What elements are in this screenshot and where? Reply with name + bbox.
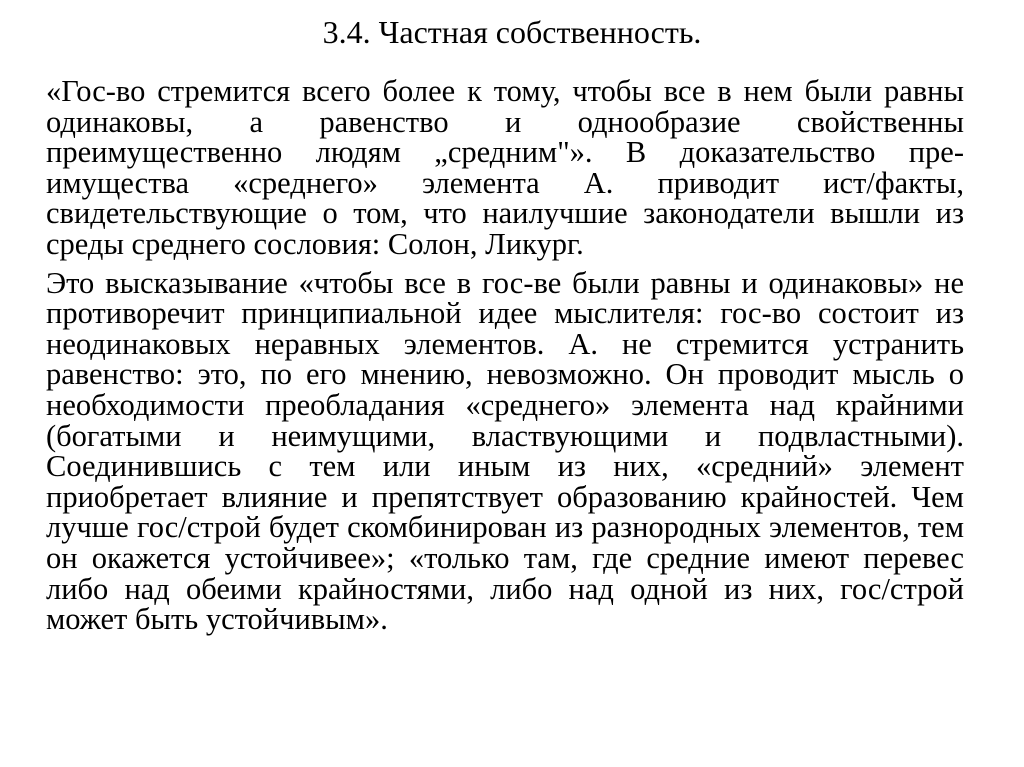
slide-title: 3.4. Частная собственность.	[322, 14, 702, 50]
slide-body	[46, 76, 964, 643]
paragraph-middle-element: Это высказывание «чтобы все в гос-ве были равны и одинаковы» не противоречит принципиальной идее мыслителя: гос-во состоит из неодинаковых неравных элементов. А. не стремится устранить равенство: это, по его мнению, невозможно. Он проводит мысль о необходимости преобладания «среднего» элемента над крайними (богатыми и неимущими, властвующими и подвластными). Соединившись с тем или иным из них, «средний» элемент приобретает влияние и препятствует образованию крайностей. Чем лучше гос/строй будет скомбинирован из разнородных элементов, тем он окажется устойчивее»; «только там, где средние имеют перевес либо над обеими крайностями, либо над одной из них, гос/строй может быть устойчивым».	[46, 265, 964, 637]
paragraph-aristotle-quote: «Гос-во стремится всего более к тому, чтобы все в нем были равны одинаковы, а равенство и однообразие свойственны преимущественно людям „средним"». В доказательство пре-имущества «среднего» элемента А. приводит ист/факты, свидетельствующие о том, что наилучшие законодатели вышли из среды среднего сословия: Солон, Ликург.	[46, 74, 964, 261]
